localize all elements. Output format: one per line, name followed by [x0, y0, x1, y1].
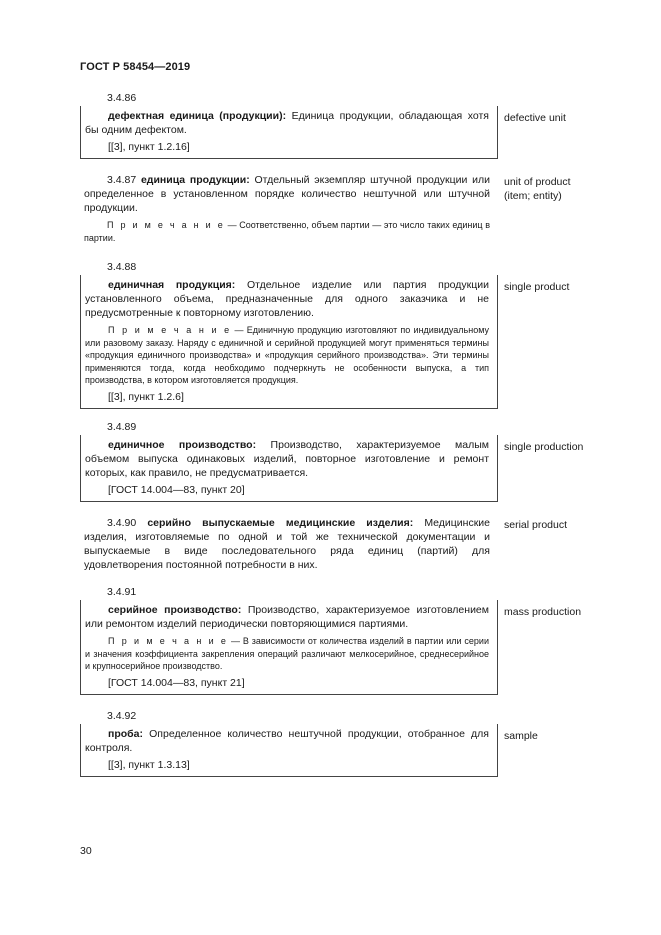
entry-box-3-4-88: [80, 275, 498, 409]
term: дефектная единица (продукции):: [108, 110, 287, 122]
english-term: mass production: [504, 606, 582, 618]
entry-box-3-4-92: [80, 724, 498, 777]
definition: Производство, характеризуемое малым объемом выпуска одинаковых изделий, повторное изготовление и ремонт которых, как правило, не предусматривается.: [85, 439, 489, 479]
english-term: defective unit: [504, 112, 566, 124]
document-header: ГОСТ Р 58454—2019: [80, 61, 191, 73]
english-term: single product: [504, 281, 570, 293]
entry-3-4-90: [80, 516, 498, 576]
source-reference: [ГОСТ 14.004—83, пункт 21]: [108, 676, 245, 689]
entry-number: 3.4.88: [107, 261, 137, 273]
note-label: П р и м е ч а н и е: [107, 220, 225, 230]
note-label: П р и м е ч а н и е: [108, 325, 232, 335]
entry-number: 3.4.90: [107, 517, 137, 529]
page-number: 30: [80, 845, 92, 857]
term: серийное производство:: [108, 604, 242, 616]
english-term: single production: [504, 441, 584, 453]
entry-number: 3.4.86: [107, 92, 137, 104]
note-text: — Соответственно, объем партии — это число таких единиц в партии.: [84, 220, 490, 243]
entry-box-3-4-91: [80, 600, 498, 695]
term: единица продукции:: [140, 174, 250, 186]
term: проба:: [108, 728, 143, 740]
entry-number: 3.4.89: [107, 421, 137, 433]
source-reference: [ГОСТ 14.004—83, пункт 20]: [108, 484, 245, 496]
definition: Производство, характеризуемое изготовлением или ремонтом изделий периодически повторяющимися партиями.: [85, 604, 489, 630]
entry-box-3-4-86: [80, 106, 498, 159]
definition: Единица продукции, обладающая хотя бы одним дефектом.: [85, 110, 489, 136]
definition: Отдельный экземпляр штучной продукции или определенное в установленном порядке количество нештучной или штучной продукции.: [84, 174, 490, 214]
source-reference: [[3], пункт 1.2.6]: [108, 390, 184, 403]
term: единичная продукция:: [108, 279, 236, 291]
entry-number: 3.4.92: [107, 710, 137, 722]
definition: Отдельное изделие или партия продукции установленного объема, предназначенные для одного заказчика и не предусмотренные к повторному изготовлению.: [85, 279, 489, 319]
definition: Медицинские изделия, изготовляемые по одной и той же технической документации и выпускаемые в виде последовательного ряда единиц (партий) для удовлетворения постоянной потребности в них.: [84, 517, 491, 571]
source-reference: [[3], пункт 1.2.16]: [108, 141, 190, 153]
definition: Определенное количество нештучной продукции, отобранное для контроля.: [85, 728, 489, 754]
english-term: sample: [504, 730, 538, 742]
note-text: — Единичную продукцию изготовляют по индивидуальному или разовому заказу. Наряду с единичной и серийной продукцией могут применяться термины «продукция единичного производства» и «продукция серийного производства». Эти термины применяются тогда, когда необходимо подчеркнуть не особенности выпуска, а тип производства, в котором изготовляется продукция.: [85, 325, 489, 385]
note-label: П р и м е ч а н и е: [108, 636, 229, 646]
entry-number: 3.4.87: [107, 174, 137, 186]
note-text: — В зависимости от количества изделий в партии или серии и значения коэффициента закрепления операций различают мелкосерийное, среднесерийное и крупносерийное производство.: [85, 636, 489, 671]
english-term: serial product: [504, 519, 568, 531]
term: единичное производство:: [108, 439, 257, 451]
term: серийно выпускаемые медицинские изделия:: [147, 517, 414, 529]
entry-number: 3.4.91: [107, 586, 137, 598]
source-reference: [[3], пункт 1.3.13]: [108, 759, 190, 771]
english-term: unit of product (item; entity): [504, 176, 571, 202]
entry-3-4-87: [80, 173, 498, 250]
entry-box-3-4-89: [80, 435, 498, 502]
